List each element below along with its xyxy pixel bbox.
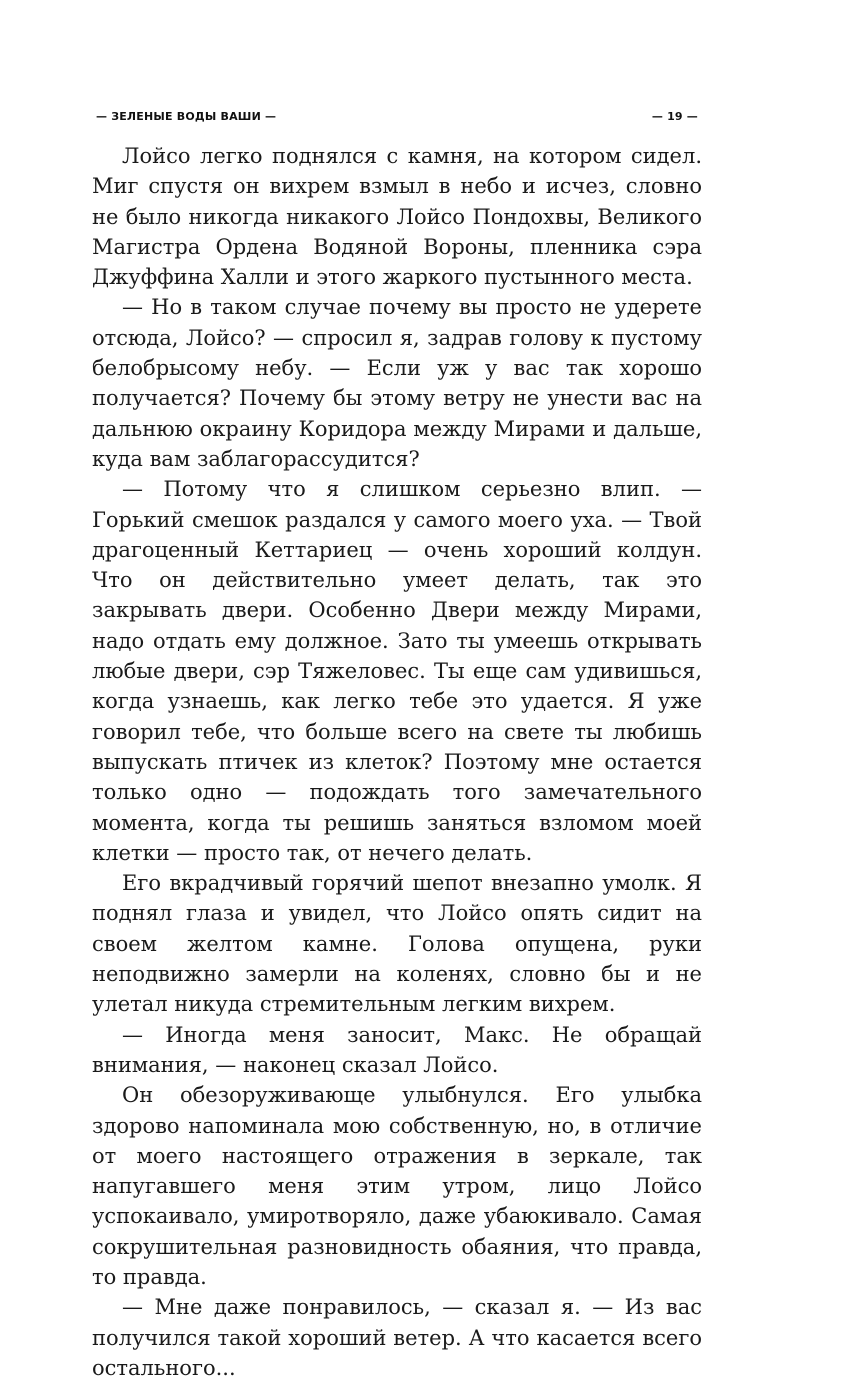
body-text [92, 141, 702, 1383]
paragraph: — Потому что я слишком серьезно влип. — Горький смешок раздался у самого моего уха. — Твой драгоценный Кеттариец — очень хороший колдун. Что он действительно умеет делать, так это закрывать двери. Особенно Двери между Мирами, надо отдать ему должное. Зато ты умеешь открывать любые двери, сэр Тяжеловес. Ты еще сам удивишься, когда узнаешь, как легко тебе это удается. Я уже говорил тебе, что больше всего на свете ты любишь выпускать птичек из клеток? Поэтому мне остается только одно — подождать того замечательного момента, когда ты решишь заняться взломом моей клетки — просто так, от нечего делать. [92, 477, 702, 865]
header-dash-right: — [264, 109, 277, 123]
running-header [92, 104, 702, 128]
page-number-group [648, 110, 702, 123]
paragraph: Лойсо легко поднялся с камня, на котором сидел. Миг спустя он вихрем взмыл в небо и исчез, словно не было никогда никакого Лойсо Пондохвы, Великого Магистра Ордена Водяной Вороны, пленника сэра Джуффина Халли и этого жаркого пустынного места. [92, 144, 702, 290]
page-number: 19 [667, 109, 683, 123]
paragraph: — Иногда меня заносит, Макс. Не обращай внимания, — наконец сказал Лойсо. [92, 1022, 702, 1077]
paragraph: — Мне даже понравилось, — сказал я. — Из вас получился такой хороший ветер. А что касается всего остального... [92, 1295, 702, 1380]
header-dash-left: — [96, 109, 108, 123]
page-dash-left: — [651, 109, 664, 123]
running-title [92, 110, 280, 123]
book-title: ЗЕЛЕНЫЕ ВОДЫ ВАШИ [111, 109, 261, 123]
paragraph: — Но в таком случае почему вы просто не удерете отсюда, Лойсо? — спросил я, задрав голову к пустому белобрысому небу. — Если уж у вас так хорошо получается? Почему бы этому ветру не унести вас на дальнюю окраину Коридора между Мирами и дальше, куда вам заблагорассудится? [92, 295, 702, 471]
page-dash-right: — [686, 109, 698, 123]
paragraph: Его вкрадчивый горячий шепот внезапно умолк. Я поднял глаза и увидел, что Лойсо опять сидит на своем желтом камне. Голова опущена, руки неподвижно замерли на коленях, словно бы и не улетал никуда стремительным легким вихрем. [92, 871, 702, 1017]
paragraph: Он обезоруживающе улыбнулся. Его улыбка здорово напоминала мою собственную, но, в отличие от моего настоящего отражения в зеркале, так напугавшего меня этим утром, лицо Лойсо успокаивало, умиротворяло, даже убаюкивало. Самая сокрушительная разновидность обаяния, что правда, то правда. [92, 1083, 702, 1289]
